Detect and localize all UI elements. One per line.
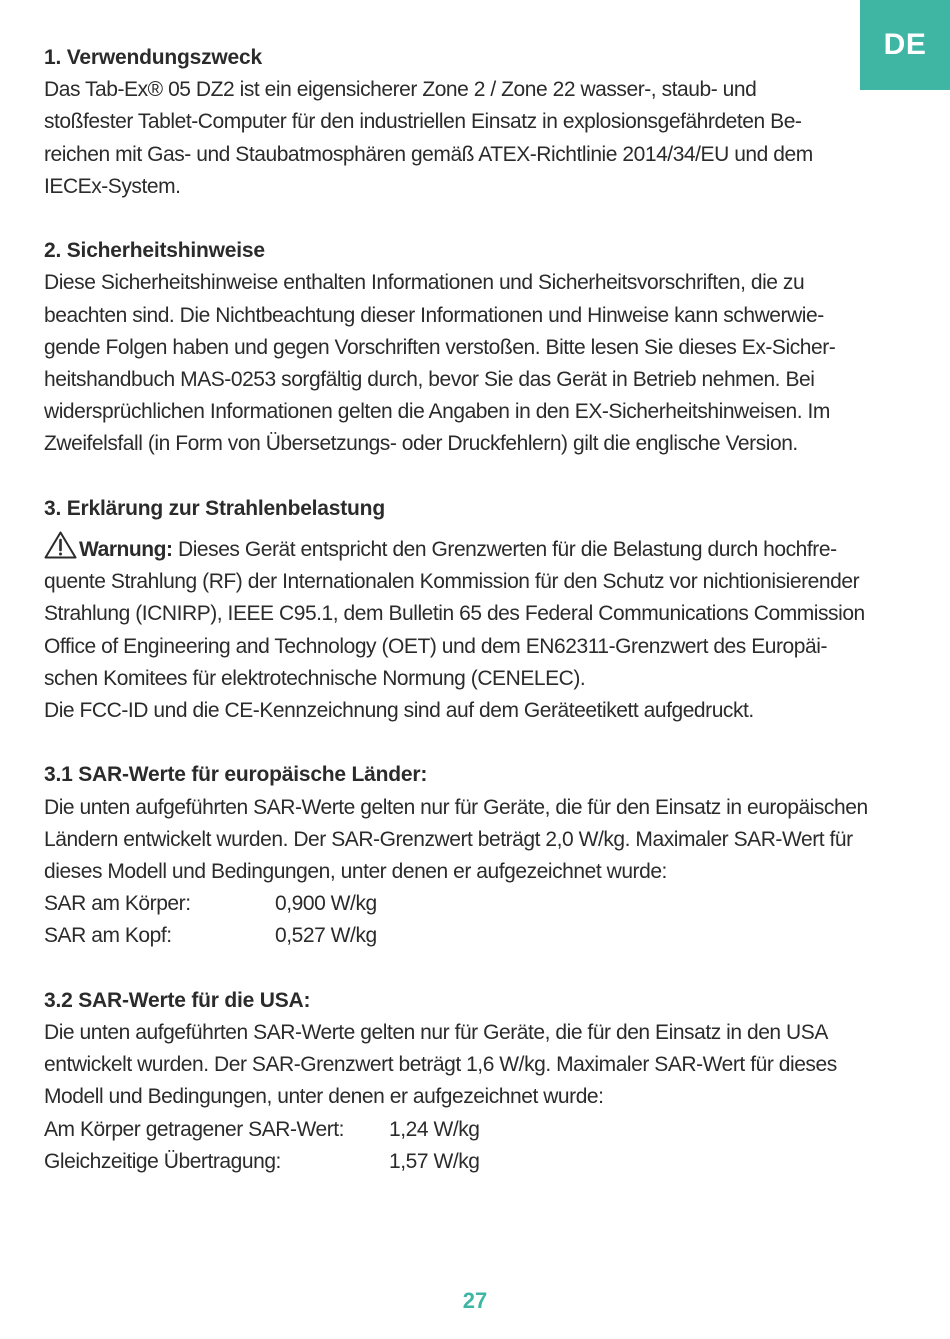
warning-line (44, 531, 906, 566)
document-body (44, 42, 906, 1178)
text-line: dieses Modell und Bedingungen, unter denen er aufgezeichnet wurde: (44, 860, 667, 884)
section-heading: 3.1 SAR-Werte für europäische Länder: (44, 763, 428, 787)
text-line: stoßfester Tablet-Computer für den industriellen Einsatz in explosionsgefährdeten Be- (44, 110, 802, 134)
page-number: 27 (462, 1288, 488, 1313)
section-usage (44, 42, 906, 203)
text-line: Die unten aufgeführten SAR-Werte gelten nur für Geräte, die für den Einsatz in den USA (44, 1021, 828, 1045)
sar-value: 0,527 W/kg (275, 924, 377, 948)
section-sar-europe (44, 759, 906, 952)
text-line: schen Komitees für elektrotechnische Normung (CENELEC). (44, 666, 586, 690)
text-line: quente Strahlung (RF) der Internationalen Kommission für den Schutz vor nichtionisierender (44, 570, 860, 594)
language-tab: DE (860, 0, 950, 90)
sar-label: Gleichzeitige Übertragung: (44, 1149, 281, 1173)
text-line: gende Folgen haben und gegen Vorschriften verstoßen. Bitte lesen Sie dieses Ex-Sicher- (44, 335, 836, 359)
sar-value: 1,57 W/kg (389, 1149, 480, 1173)
section-radiation (44, 493, 906, 727)
sar-label: SAR am Körper: (44, 892, 191, 916)
sar-label: Am Körper getragener SAR-Wert: (44, 1117, 345, 1141)
section-safety (44, 235, 906, 460)
sar-label: SAR am Kopf: (44, 924, 172, 948)
sar-value-row (44, 888, 906, 920)
warning-triangle-icon (44, 531, 77, 559)
section-heading: 1. Verwendungszweck (44, 46, 262, 69)
section-heading: 3. Erklärung zur Strahlenbelastung (44, 496, 385, 520)
text-line: Strahlung (ICNIRP), IEEE C95.1, dem Bulletin 65 des Federal Communications Commission (44, 602, 865, 626)
sar-value-row (44, 1114, 906, 1146)
sar-value: 0,900 W/kg (275, 892, 377, 916)
section-heading: 3.2 SAR-Werte für die USA: (44, 988, 311, 1012)
warning-text: Dieses Gerät entspricht den Grenzwerten für die Belastung durch hochfre- (172, 538, 837, 562)
text-line: Zweifelsfall (in Form von Übersetzungs- oder Druckfehlern) gilt die englische Version. (44, 432, 798, 456)
text-line: Diese Sicherheitshinweise enthalten Informationen und Sicherheitsvorschriften, die zu (44, 271, 805, 295)
text-line: beachten sind. Die Nichtbeachtung dieser Informationen und Hinweise kann schwerwie- (44, 303, 824, 327)
text-line: IECEx-System. (44, 174, 181, 198)
text-line: Die FCC-ID und die CE-Kennzeichnung sind auf dem Geräteetikett aufgedruckt. (44, 699, 754, 723)
text-line: widersprüchlichen Informationen gelten die Angaben in den EX-Sicherheitshinweisen. Im (44, 400, 830, 424)
sar-value-row (44, 1146, 906, 1178)
text-line: Modell und Bedingungen, unter denen er aufgezeichnet wurde: (44, 1085, 604, 1109)
text-line: heitshandbuch MAS-0253 sorgfältig durch, bevor Sie das Gerät in Betrieb nehmen. Bei (44, 368, 815, 392)
text-line: Ländern entwickelt wurden. Der SAR-Grenzwert beträgt 2,0 W/kg. Maximaler SAR-Wert für (44, 827, 853, 851)
section-heading: 2. Sicherheitshinweise (44, 239, 265, 263)
warning-label: Warnung: (79, 538, 173, 562)
text-line: Die unten aufgeführten SAR-Werte gelten nur für Geräte, die für den Einsatz in europäischen (44, 795, 868, 819)
text-line: Office of Engineering and Technology (OET) und dem EN62311-Grenzwert des Europäi- (44, 634, 828, 658)
section-sar-usa (44, 985, 906, 1178)
text-line: Das Tab-Ex® 05 DZ2 ist ein eigensicherer Zone 2 / Zone 22 wasser-, staub- und (44, 78, 757, 102)
sar-value: 1,24 W/kg (389, 1117, 480, 1141)
sar-value-row (44, 920, 906, 952)
text-line: entwickelt wurden. Der SAR-Grenzwert beträgt 1,6 W/kg. Maximaler SAR-Wert für dieses (44, 1053, 837, 1077)
text-line: reichen mit Gas- und Staubatmosphären gemäß ATEX-Richtlinie 2014/34/EU und dem (44, 142, 813, 166)
